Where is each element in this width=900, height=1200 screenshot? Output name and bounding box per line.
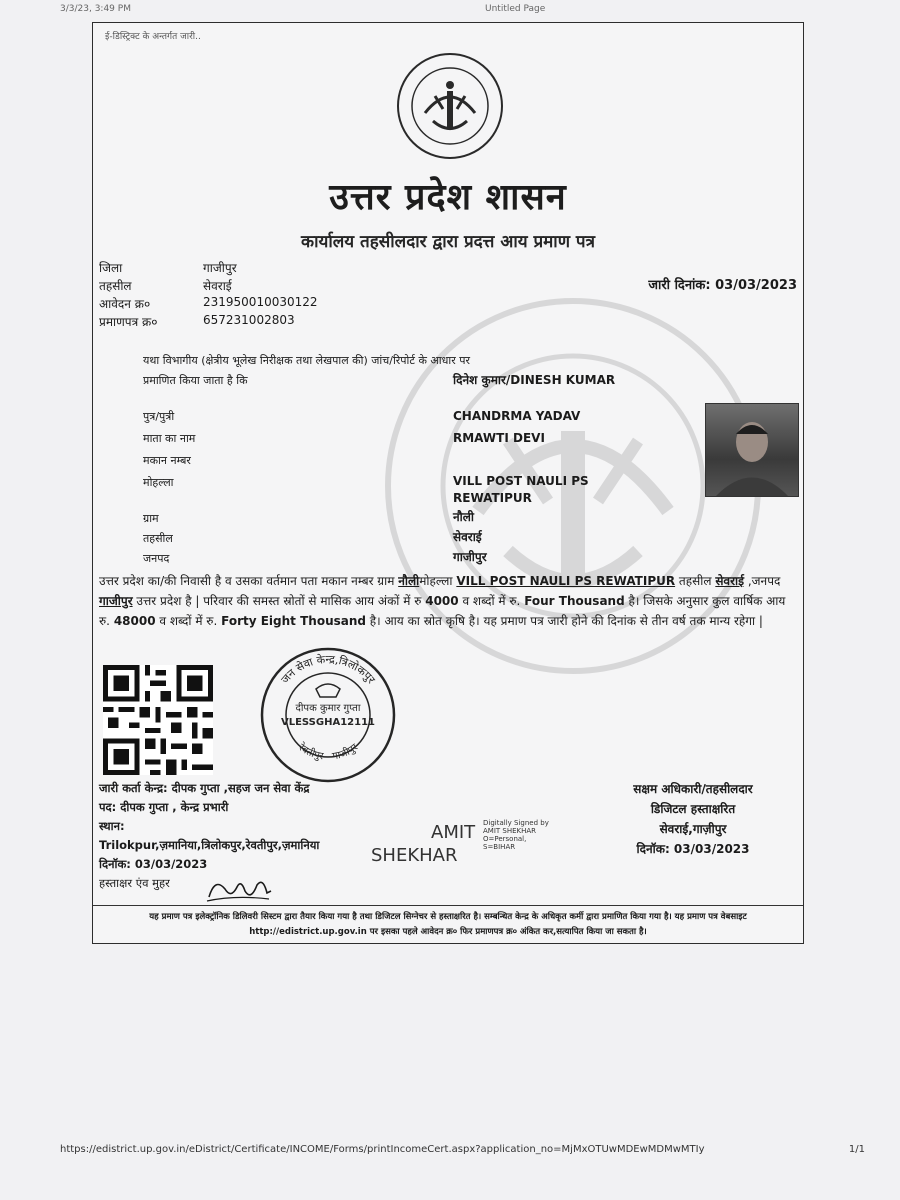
para-annual-words: Forty Eight Thousand (221, 614, 366, 628)
para-tehsil: सेवराई (715, 574, 745, 588)
tehsil-label: तहसील (99, 279, 132, 293)
authority-sign: डिजिटल हस्ताक्षरित (650, 802, 736, 816)
digital-signature (371, 819, 561, 875)
district-label: जिला (99, 261, 123, 275)
field-value-mohalla: VILL POST NAULI PS REWATIPUR (453, 474, 589, 505)
issue-date: जारी दिनांक: 03/03/2023 (648, 278, 797, 293)
para-text-5: उत्तर प्रदेश है | परिवार की समस्त स्रोतों से मासिक आय अंकों में रु (132, 594, 426, 608)
field-label-certified: प्रमाणित किया जाता है कि (143, 374, 248, 387)
field-label-mother: माता का नाम (143, 432, 196, 445)
para-text-3: तहसील (675, 574, 716, 588)
field-label-mohalla: मोहल्ला (143, 476, 174, 489)
certificate-title: उत्तर प्रदेश शासन (329, 176, 567, 218)
intro-text: यथा विभागीय (क्षेत्रीय भूलेख निरीक्षक तथा लेखपाल की) जांच/रिपोर्ट के आधार पर (143, 354, 470, 367)
svg-text:रेवतीपुर—गाजीपुर (295, 741, 361, 763)
field-value-mother: RMAWTI DEVI (453, 431, 545, 445)
para-text-8: व शब्दों में रु. (155, 614, 222, 628)
qr-code (103, 665, 213, 775)
field-value-village: नौली (453, 510, 475, 524)
para-text-4: ,जनपद (744, 574, 781, 588)
dsig-details (483, 819, 573, 851)
print-url: https://edistrict.up.gov.in/eDistrict/Certificate/INCOME/Forms/printIncomeCert.aspx?application_no=MjMxOTUwMDEwMDMwMTIy (60, 1144, 705, 1155)
para-text-6: व शब्दों में रु. (458, 594, 525, 608)
para-text-7: है। जिसके अनुसार कुल वार्षिक आय रु. (99, 594, 786, 628)
dsig-detail-line: AMIT SHEKHAR (483, 827, 537, 835)
para-text-9: है। आय का स्रोत कृषि है। यह प्रमाण पत्र जारी होने की दिनांक से तीन वर्ष तक मान्य रहेगा | (365, 614, 763, 628)
print-page-title: Untitled Page (485, 4, 546, 14)
page-number: 1/1 (848, 1144, 865, 1155)
field-value-parent: CHANDRMA YADAV (453, 409, 581, 423)
field-value-district: गाजीपुर (453, 550, 487, 564)
authority-block (593, 779, 793, 859)
field-label-parent: पुत्र/पुत्री (143, 410, 175, 423)
para-monthly-num: 4000 (425, 594, 459, 608)
verification-note: यह प्रमाण पत्र इलेक्ट्रॉनिक डिलिवरी सिस्टम द्वारा तैयार किया गया है तथा डिजिटल सिग्नेचर से हस्ताक्षरित है। सम्बन्धित केन्द्र के अधिकृत कर्मी द्वारा प्रमाणित किया गया है। यह प्रमाण पत्र वेबसाइट http://edistrict.up.gov.in पर इसका पहले आवेदन क्र० फिर प्रमाणपत्र क्र० अंकित कर,सत्यापित किया जा सकता है। (93, 905, 803, 940)
para-district: गाजीपुर (99, 594, 133, 608)
para-text-2: मोहल्ला (419, 574, 457, 588)
field-value-name: दिनेश कुमार/DINESH KUMAR (453, 373, 616, 387)
applicant-photo (705, 403, 799, 497)
issuer-center: जारी कर्ता केन्द्र: दीपक गुप्ता ,सहज जन सेवा केंद्र (99, 781, 310, 795)
certificate-subtitle: कार्यालय तहसीलदार द्वारा प्रदत्त आय प्रमाण पत्र (301, 232, 595, 252)
para-monthly-words: Four Thousand (524, 594, 625, 608)
print-timestamp: 3/3/23, 3:49 PM (60, 4, 131, 14)
dsig-detail-line: Digitally Signed by (483, 819, 549, 827)
issuer-place: Trilokpur,ज़मानिया,त्रिलोकपुर,रेवतीपुर,ज़मानिया (99, 838, 320, 852)
handwritten-signature (205, 871, 275, 907)
district-value: गाजीपुर (203, 261, 237, 275)
seal-code: VLESSGHA12111 (280, 717, 376, 728)
dsig-last-name: SHEKHAR (371, 845, 458, 866)
certificate-paragraph (99, 571, 799, 631)
seal-top-text: जन सेवा केन्द्र,त्रिलोकपुर (278, 652, 378, 687)
issuer-post: पद: दीपक गुप्ता , केन्द्र प्रभारी (99, 800, 229, 814)
authority-date: दिनॉक: 03/03/2023 (636, 842, 750, 856)
up-government-emblem (395, 51, 505, 161)
field-value-tehsil: सेवराई (453, 530, 482, 544)
seal-bottom-text: रेवतीपुर—गाजीपुर (295, 742, 361, 763)
para-text-1: उत्तर प्रदेश का/की निवासी है व उसका वर्तमान पता मकान नम्बर ग्राम (99, 574, 399, 588)
authority-title: सक्षम अधिकारी/तहसीलदार (633, 782, 753, 796)
field-label-village: ग्राम (143, 512, 159, 525)
field-label-district: जनपद (143, 552, 170, 565)
dsig-first-name: AMIT (431, 822, 476, 843)
certificate-no-value: 657231002803 (203, 313, 295, 327)
para-village: नौली (398, 574, 420, 588)
issuer-place-label: स्थान: (99, 819, 125, 833)
issuer-sign-label: हस्ताक्षर एंव मुहर (99, 876, 170, 890)
dsig-detail-line: O=Personal, (483, 835, 527, 843)
field-label-house-no: मकान नम्बर (143, 454, 191, 467)
head-note: ई-डिस्ट्रिक्ट के अन्तर्गत जारी.. (105, 32, 201, 42)
dsig-detail-line: S=BIHAR (483, 843, 516, 851)
jan-seva-kendra-seal (258, 645, 398, 785)
application-no-label: आवेदन क्र० (99, 297, 151, 311)
seal-name: दीपक कुमार गुप्ता (295, 703, 361, 714)
authority-place: सेवराई,गाज़ीपुर (659, 822, 727, 836)
issuer-date: दिनॉक: 03/03/2023 (99, 857, 208, 871)
certificate-no-label: प्रमाणपत्र क्र० (99, 315, 158, 329)
income-certificate (92, 22, 804, 944)
application-no-value: 231950010030122 (203, 295, 318, 309)
para-annual-num: 48000 (113, 614, 156, 628)
field-label-tehsil: तहसील (143, 532, 173, 545)
tehsil-value: सेवराई (203, 279, 232, 293)
para-mohalla: VILL POST NAULI PS REWATIPUR (456, 574, 676, 588)
